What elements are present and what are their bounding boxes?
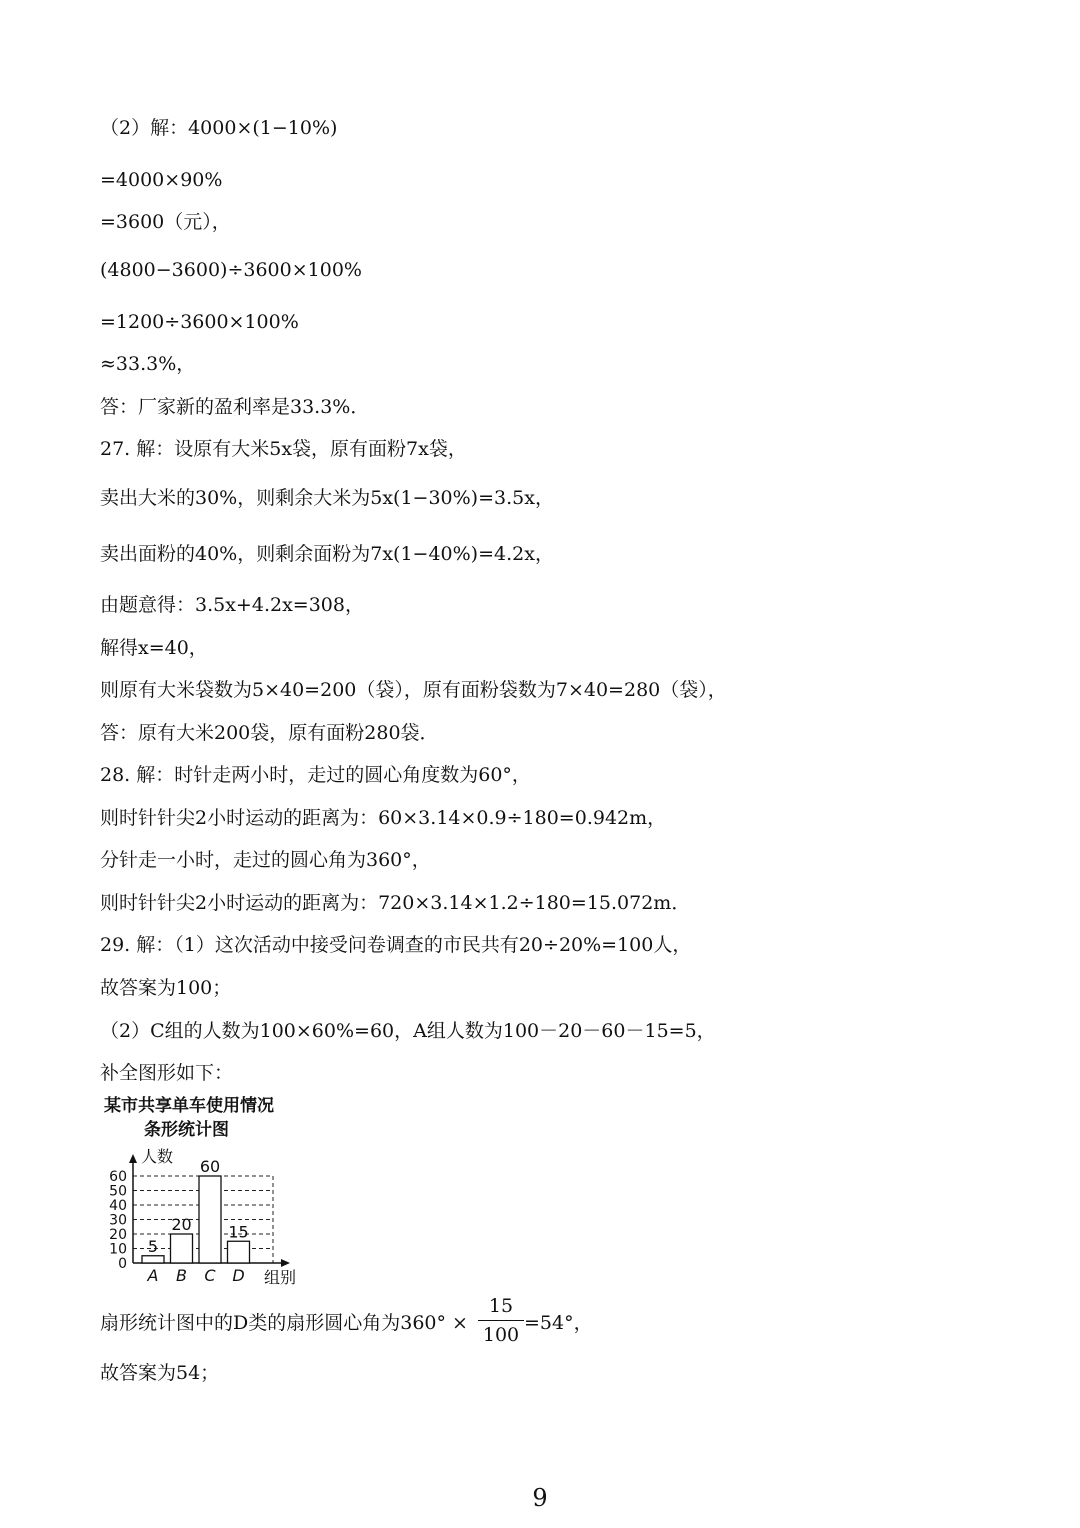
- y-tick-label: 10: [109, 1241, 127, 1258]
- y-tick-label: 20: [109, 1227, 127, 1243]
- text-line: 分针走一小时，走过的圆心角为360°，: [100, 849, 431, 871]
- text-line: 27. 解：设原有大米5x袋，原有面粉7x袋，: [100, 438, 467, 460]
- y-tick-label: 50: [109, 1183, 127, 1200]
- bar: [142, 1256, 164, 1263]
- fraction: [478, 1294, 524, 1347]
- y-axis-arrow: [129, 1154, 137, 1163]
- data-label: 20: [171, 1215, 192, 1234]
- text-line: (4800−3600)÷3600×100%: [100, 259, 362, 281]
- bar: [199, 1176, 221, 1263]
- text-line: 28. 解：时针走两小时，走过的圆心角度数为60°，: [100, 764, 531, 786]
- y-tick-label: 0: [118, 1256, 127, 1272]
- text-line: 卖出大米的30%，则剩余大米为5x(1−30%)=3.5x，: [100, 487, 554, 509]
- bar: [228, 1241, 250, 1263]
- y-tick-label: 30: [109, 1212, 127, 1229]
- text-line: 由题意得：3.5x+4.2x=308，: [100, 594, 364, 616]
- pie-angle-suffix: =54°，: [524, 1312, 593, 1334]
- y-axis-label: 人数: [141, 1147, 174, 1166]
- text-line: 答：厂家新的盈利率是33.3%．: [100, 396, 370, 418]
- data-label: 5: [147, 1236, 159, 1256]
- text-line: （2）C组的人数为100×60%=60，A组人数为100－20－60－15=5，: [100, 1020, 716, 1042]
- x-tick-label: C: [204, 1266, 216, 1285]
- chart-plot: [96, 1092, 336, 1288]
- text-line: =4000×90%: [100, 169, 223, 191]
- data-label: 15: [228, 1222, 249, 1242]
- x-axis-label: 组别: [264, 1268, 297, 1287]
- page-number: 9: [532, 1484, 548, 1512]
- text-line: 故答案为100；: [100, 977, 232, 999]
- text-line: 卖出面粉的40%，则剩余面粉为7x(1−40%)=4.2x，: [100, 543, 554, 565]
- text-line: 则时针针尖2小时运动的距离为：60×3.14×0.9÷180=0.942m，: [100, 807, 667, 829]
- text-line: ≈33.3%，: [100, 353, 196, 375]
- fraction-denominator: 100: [482, 1324, 520, 1346]
- y-tick-label: 60: [109, 1169, 127, 1185]
- text-line: 29. 解：（1）这次活动中接受问卷调查的市民共有20÷20%=100人，: [100, 934, 692, 956]
- fraction-numerator: 15: [488, 1295, 514, 1317]
- bar: [171, 1234, 193, 1263]
- data-label: 60: [199, 1157, 221, 1176]
- text-line: （2）解：4000×(1−10%): [100, 117, 338, 139]
- bar-chart: [96, 1092, 336, 1288]
- text-line: 则时针针尖2小时运动的距离为：720×3.14×1.2÷180=15.072m．: [100, 892, 691, 914]
- chart-subtitle: 条形统计图: [144, 1120, 229, 1140]
- fraction-bar: [478, 1320, 524, 1321]
- text-line: 答：原有大米200袋，原有面粉280袋．: [100, 722, 439, 744]
- text-line: 补全图形如下：: [100, 1062, 234, 1084]
- text-line: 故答案为54；: [100, 1362, 220, 1384]
- text-line: =3600（元），: [100, 211, 231, 233]
- x-tick-label: A: [147, 1266, 159, 1285]
- text-line: 则原有大米袋数为5×40=200（袋），原有面粉袋数为7×40=280（袋），: [100, 679, 727, 701]
- text-line: 解得x=40，: [100, 637, 208, 659]
- text-line: =1200÷3600×100%: [100, 311, 299, 333]
- x-tick-label: D: [232, 1266, 245, 1285]
- x-tick-label: B: [176, 1266, 187, 1285]
- pie-angle-prefix: 扇形统计图中的D类的扇形圆心角为360° ×: [100, 1312, 468, 1334]
- x-axis-arrow: [281, 1259, 290, 1267]
- chart-title: 某市共享单车使用情况: [104, 1096, 274, 1116]
- y-tick-label: 40: [109, 1198, 127, 1214]
